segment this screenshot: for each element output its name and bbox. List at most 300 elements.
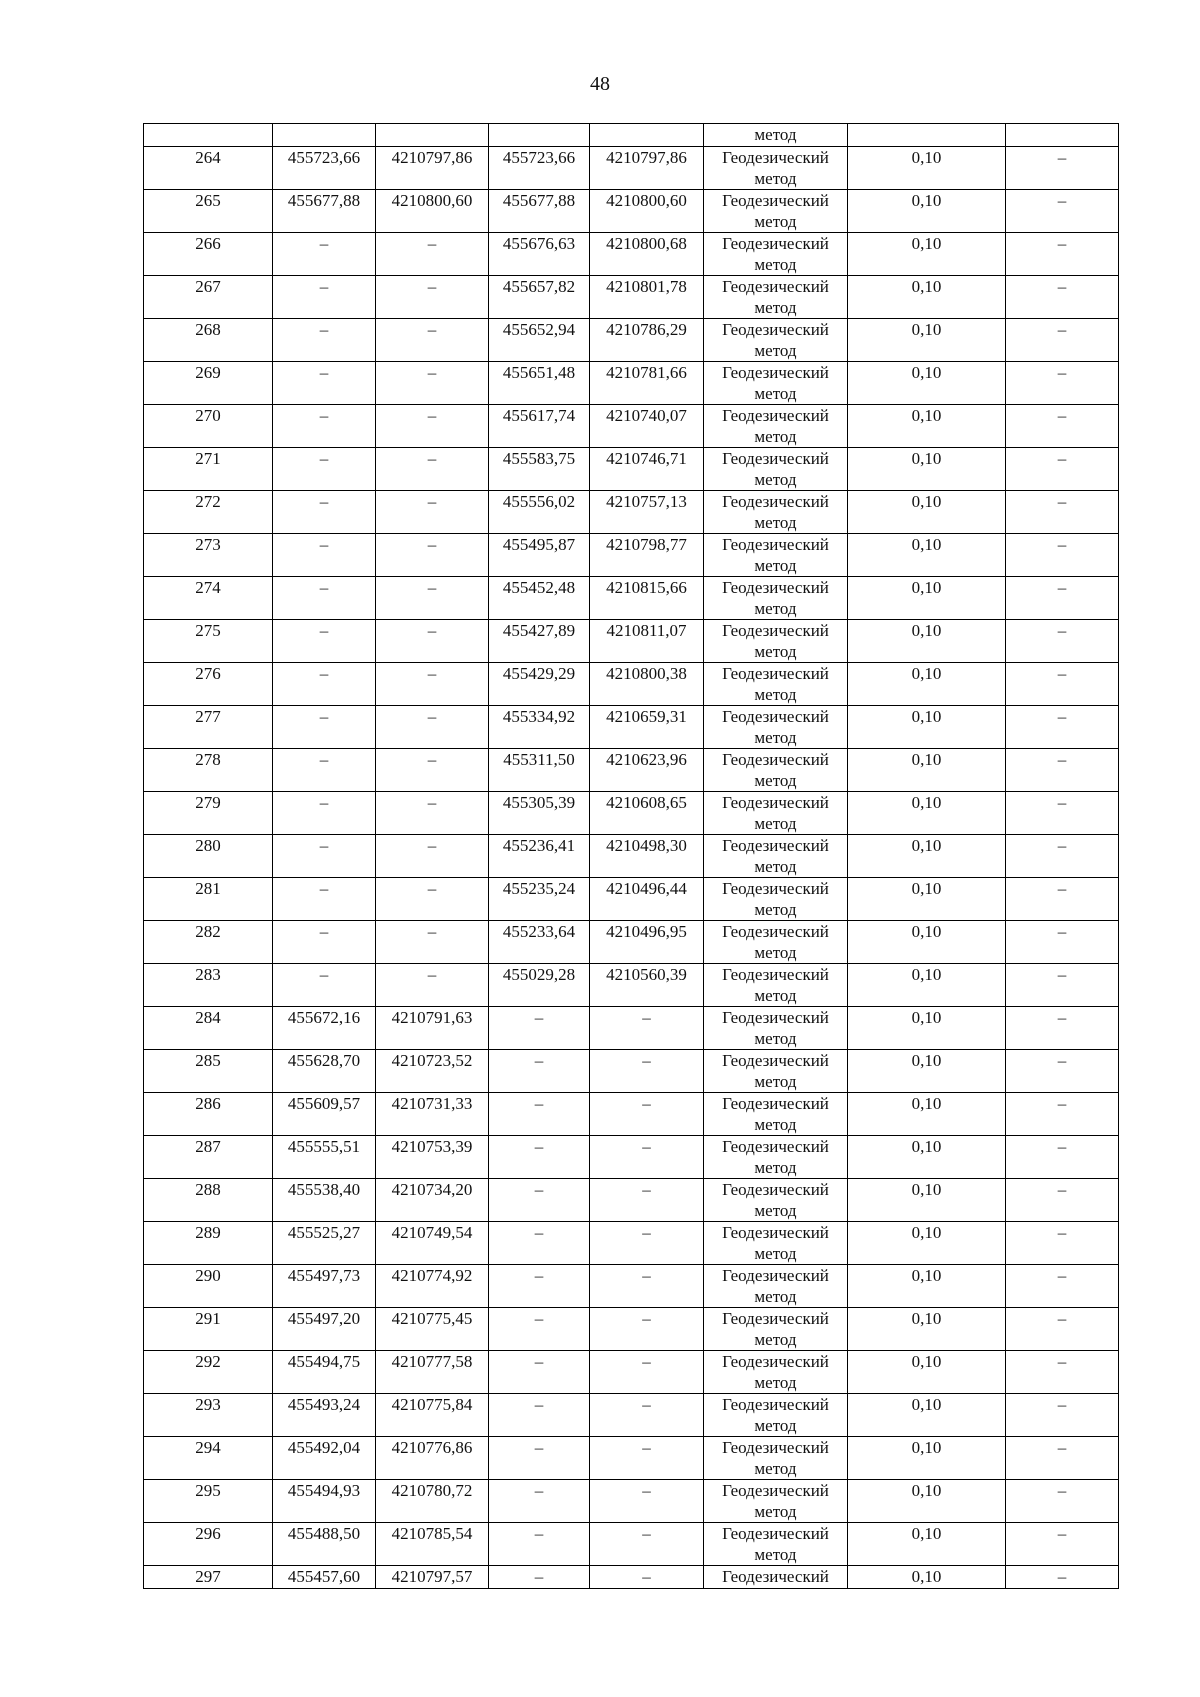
cell-y-existing: 4210800,60 <box>376 190 489 233</box>
cell-accuracy: 0,10 <box>848 276 1006 319</box>
method-line-1: Геодезический <box>722 1352 829 1371</box>
cell-method <box>704 362 848 405</box>
method-line-2: метод <box>754 642 797 661</box>
cell-x-refined: – <box>489 1136 590 1179</box>
cell-method <box>704 577 848 620</box>
cell-accuracy: 0,10 <box>848 1351 1006 1394</box>
cell-y-existing: – <box>376 577 489 620</box>
cell-y-existing: – <box>376 534 489 577</box>
cell-y-refined: 4210496,95 <box>590 921 704 964</box>
cell-method <box>704 921 848 964</box>
table-row <box>144 1308 1119 1351</box>
cell-y-existing: – <box>376 835 489 878</box>
table-row <box>144 749 1119 792</box>
cell-x-existing: – <box>273 405 376 448</box>
cell-y-existing: 4210785,54 <box>376 1523 489 1566</box>
cell-point-number: 293 <box>144 1394 273 1437</box>
cell-accuracy: 0,10 <box>848 1222 1006 1265</box>
cell-x-refined: – <box>489 1480 590 1523</box>
method-line-1: Геодезический <box>722 363 829 382</box>
cell-x-existing: 455677,88 <box>273 190 376 233</box>
cell-method <box>704 1351 848 1394</box>
cell-accuracy: 0,10 <box>848 1566 1006 1589</box>
cell-method <box>704 835 848 878</box>
cell-point-number: 283 <box>144 964 273 1007</box>
table-row <box>144 319 1119 362</box>
cell-y-refined: 4210560,39 <box>590 964 704 1007</box>
cell-y-existing: – <box>376 706 489 749</box>
cell-accuracy <box>848 124 1006 147</box>
method-line-2: метод <box>754 685 797 704</box>
cell-y-existing: 4210776,86 <box>376 1437 489 1480</box>
cell-method <box>704 233 848 276</box>
method-line-2: метод <box>754 1115 797 1134</box>
cell-note: – <box>1006 1394 1119 1437</box>
cell-y-refined: 4210800,60 <box>590 190 704 233</box>
cell-x-existing: 455493,24 <box>273 1394 376 1437</box>
method-line-2: метод <box>754 1416 797 1435</box>
cell-x-existing: – <box>273 749 376 792</box>
table-row <box>144 1007 1119 1050</box>
cell-note: – <box>1006 792 1119 835</box>
method-line-1: Геодезический <box>722 664 829 683</box>
cell-y-existing: 4210723,52 <box>376 1050 489 1093</box>
cell-x-existing: 455538,40 <box>273 1179 376 1222</box>
cell-point-number: 290 <box>144 1265 273 1308</box>
cell-y-existing <box>376 124 489 147</box>
cell-note: – <box>1006 1136 1119 1179</box>
cell-y-refined: 4210623,96 <box>590 749 704 792</box>
cell-y-refined: 4210498,30 <box>590 835 704 878</box>
cell-x-refined: – <box>489 1566 590 1589</box>
method-line-2: метод <box>754 384 797 403</box>
method-line-1: Геодезический <box>722 1524 829 1543</box>
cell-accuracy: 0,10 <box>848 1480 1006 1523</box>
cell-x-refined: – <box>489 1050 590 1093</box>
table-row <box>144 792 1119 835</box>
method-line-2: метод <box>754 857 797 876</box>
cell-x-existing: 455457,60 <box>273 1566 376 1589</box>
cell-point-number <box>144 124 273 147</box>
cell-method <box>704 878 848 921</box>
cell-x-existing: – <box>273 362 376 405</box>
method-line-1: Геодезический <box>722 1266 829 1285</box>
table-row <box>144 1265 1119 1308</box>
cell-x-existing: – <box>273 835 376 878</box>
cell-method <box>704 749 848 792</box>
continuation-row <box>144 124 1119 147</box>
cell-accuracy: 0,10 <box>848 921 1006 964</box>
cell-y-refined: 4210800,68 <box>590 233 704 276</box>
method-line-1: Геодезический <box>722 148 829 167</box>
table-row <box>144 964 1119 1007</box>
cell-method <box>704 792 848 835</box>
cell-note: – <box>1006 1480 1119 1523</box>
cell-note: – <box>1006 362 1119 405</box>
method-line-2: метод <box>754 556 797 575</box>
table-row <box>144 921 1119 964</box>
cell-note: – <box>1006 878 1119 921</box>
method-line-1: Геодезический <box>722 922 829 941</box>
method-line-2: метод <box>754 1373 797 1392</box>
method-line-2: метод <box>754 728 797 747</box>
method-line-1: Геодезический <box>722 1008 829 1027</box>
cell-point-number: 292 <box>144 1351 273 1394</box>
cell-point-number: 294 <box>144 1437 273 1480</box>
table-row <box>144 1523 1119 1566</box>
cell-y-refined: 4210811,07 <box>590 620 704 663</box>
table-row <box>144 1566 1119 1589</box>
method-line-2: метод <box>754 298 797 317</box>
cell-method <box>704 405 848 448</box>
cell-method <box>704 1136 848 1179</box>
cell-y-refined: 4210800,38 <box>590 663 704 706</box>
cell-x-existing: – <box>273 491 376 534</box>
method-line-2: метод <box>754 470 797 489</box>
cell-y-existing: – <box>376 233 489 276</box>
cell-note: – <box>1006 1050 1119 1093</box>
cell-point-number: 295 <box>144 1480 273 1523</box>
cell-y-existing: – <box>376 878 489 921</box>
cell-y-refined: – <box>590 1394 704 1437</box>
cell-x-refined: – <box>489 1523 590 1566</box>
cell-note: – <box>1006 147 1119 190</box>
method-line-1: Геодезический <box>722 277 829 296</box>
cell-y-existing: – <box>376 663 489 706</box>
cell-accuracy: 0,10 <box>848 534 1006 577</box>
cell-accuracy: 0,10 <box>848 1308 1006 1351</box>
cell-y-existing: – <box>376 319 489 362</box>
cell-x-existing: 455497,73 <box>273 1265 376 1308</box>
cell-y-refined: – <box>590 1308 704 1351</box>
method-line-1: Геодезический <box>722 1395 829 1414</box>
cell-x-existing: – <box>273 706 376 749</box>
cell-accuracy: 0,10 <box>848 1093 1006 1136</box>
cell-method <box>704 276 848 319</box>
method-line-2: метод <box>754 212 797 231</box>
cell-x-existing: 455628,70 <box>273 1050 376 1093</box>
cell-point-number: 267 <box>144 276 273 319</box>
method-line-1: Геодезический <box>722 1223 829 1242</box>
coordinates-table <box>143 123 1119 1589</box>
table-row <box>144 663 1119 706</box>
method-line-2: метод <box>754 814 797 833</box>
cell-method <box>704 319 848 362</box>
cell-y-existing: 4210797,57 <box>376 1566 489 1589</box>
cell-x-existing: 455494,93 <box>273 1480 376 1523</box>
method-line-1: Геодезический <box>722 578 829 597</box>
cell-x-refined <box>489 124 590 147</box>
cell-y-refined <box>590 124 704 147</box>
cell-point-number: 275 <box>144 620 273 663</box>
cell-x-existing: 455555,51 <box>273 1136 376 1179</box>
cell-y-refined: – <box>590 1007 704 1050</box>
cell-point-number: 274 <box>144 577 273 620</box>
table-row <box>144 534 1119 577</box>
cell-note: – <box>1006 233 1119 276</box>
cell-accuracy: 0,10 <box>848 749 1006 792</box>
cell-y-refined: 4210608,65 <box>590 792 704 835</box>
cell-y-existing: – <box>376 448 489 491</box>
cell-note: – <box>1006 1222 1119 1265</box>
cell-x-existing: – <box>273 663 376 706</box>
cell-x-refined: 455495,87 <box>489 534 590 577</box>
cell-y-refined: 4210815,66 <box>590 577 704 620</box>
cell-method <box>704 1308 848 1351</box>
method-line-2: метод <box>754 943 797 962</box>
cell-method <box>704 1179 848 1222</box>
cell-y-existing: 4210731,33 <box>376 1093 489 1136</box>
cell-accuracy: 0,10 <box>848 1265 1006 1308</box>
cell-method <box>704 147 848 190</box>
table-row <box>144 233 1119 276</box>
table-row <box>144 835 1119 878</box>
method-line-2: метод <box>754 1201 797 1220</box>
table-row <box>144 1394 1119 1437</box>
cell-point-number: 268 <box>144 319 273 362</box>
table-row <box>144 1050 1119 1093</box>
cell-method <box>704 1050 848 1093</box>
method-line-1: Геодезический <box>722 621 829 640</box>
cell-method <box>704 1265 848 1308</box>
cell-note: – <box>1006 1566 1119 1589</box>
cell-method <box>704 620 848 663</box>
cell-x-refined: 455651,48 <box>489 362 590 405</box>
method-line-1: Геодезический <box>722 1438 829 1457</box>
cell-method <box>704 534 848 577</box>
cell-accuracy: 0,10 <box>848 1050 1006 1093</box>
cell-x-refined: 455235,24 <box>489 878 590 921</box>
cell-x-existing <box>273 124 376 147</box>
cell-note: – <box>1006 663 1119 706</box>
cell-x-existing: – <box>273 878 376 921</box>
cell-y-refined: – <box>590 1265 704 1308</box>
cell-x-refined: – <box>489 1093 590 1136</box>
method-line-1: Геодезический <box>722 1481 829 1500</box>
cell-x-existing: 455488,50 <box>273 1523 376 1566</box>
cell-method <box>704 448 848 491</box>
cell-x-existing: – <box>273 448 376 491</box>
cell-x-existing: 455609,57 <box>273 1093 376 1136</box>
cell-x-existing: – <box>273 620 376 663</box>
cell-accuracy: 0,10 <box>848 878 1006 921</box>
cell-x-existing: – <box>273 792 376 835</box>
table-row <box>144 491 1119 534</box>
cell-method <box>704 1523 848 1566</box>
cell-x-refined: – <box>489 1179 590 1222</box>
cell-point-number: 287 <box>144 1136 273 1179</box>
cell-x-refined: 455452,48 <box>489 577 590 620</box>
table-row <box>144 1093 1119 1136</box>
cell-note: – <box>1006 1437 1119 1480</box>
cell-x-refined: 455676,63 <box>489 233 590 276</box>
method-line-1: Геодезический <box>722 707 829 726</box>
method-line-1: Геодезический <box>722 750 829 769</box>
cell-method <box>704 190 848 233</box>
method-line-2: метод <box>754 1330 797 1349</box>
cell-point-number: 289 <box>144 1222 273 1265</box>
cell-point-number: 266 <box>144 233 273 276</box>
method-line-1: Геодезический <box>722 449 829 468</box>
cell-y-existing: – <box>376 362 489 405</box>
cell-note <box>1006 124 1119 147</box>
method-line-1: Геодезический <box>722 1180 829 1199</box>
table-row <box>144 362 1119 405</box>
cell-note: – <box>1006 921 1119 964</box>
cell-accuracy: 0,10 <box>848 1007 1006 1050</box>
cell-accuracy: 0,10 <box>848 233 1006 276</box>
cell-y-refined: 4210797,86 <box>590 147 704 190</box>
cell-y-existing: – <box>376 964 489 1007</box>
cell-accuracy: 0,10 <box>848 1179 1006 1222</box>
cell-x-refined: 455429,29 <box>489 663 590 706</box>
cell-accuracy: 0,10 <box>848 319 1006 362</box>
method-line-1: Геодезический <box>722 406 829 425</box>
cell-note: – <box>1006 577 1119 620</box>
table-row <box>144 1179 1119 1222</box>
cell-note: – <box>1006 706 1119 749</box>
method-line-1: Геодезический <box>722 879 829 898</box>
cell-y-existing: – <box>376 620 489 663</box>
cell-y-refined: 4210496,44 <box>590 878 704 921</box>
cell-y-existing: – <box>376 276 489 319</box>
cell-x-existing: 455497,20 <box>273 1308 376 1351</box>
cell-accuracy: 0,10 <box>848 405 1006 448</box>
method-line-2: метод <box>754 1029 797 1048</box>
cell-point-number: 269 <box>144 362 273 405</box>
cell-y-refined: 4210781,66 <box>590 362 704 405</box>
cell-note: – <box>1006 1093 1119 1136</box>
cell-x-existing: – <box>273 921 376 964</box>
cell-point-number: 285 <box>144 1050 273 1093</box>
cell-accuracy: 0,10 <box>848 620 1006 663</box>
method-line-1: Геодезический <box>722 320 829 339</box>
table-row <box>144 190 1119 233</box>
cell-x-refined: – <box>489 1007 590 1050</box>
cell-x-existing: – <box>273 319 376 362</box>
method-line-1: Геодезический <box>722 1567 829 1586</box>
cell-method <box>704 1566 848 1589</box>
cell-method <box>704 1394 848 1437</box>
cell-y-existing: 4210775,84 <box>376 1394 489 1437</box>
cell-note: – <box>1006 1351 1119 1394</box>
table-row <box>144 1222 1119 1265</box>
cell-y-refined: 4210801,78 <box>590 276 704 319</box>
cell-x-existing: 455723,66 <box>273 147 376 190</box>
table-row <box>144 1351 1119 1394</box>
method-line-1: Геодезический <box>722 1094 829 1113</box>
cell-point-number: 271 <box>144 448 273 491</box>
cell-note: – <box>1006 749 1119 792</box>
cell-note: – <box>1006 1007 1119 1050</box>
cell-accuracy: 0,10 <box>848 1136 1006 1179</box>
cell-y-refined: 4210740,07 <box>590 405 704 448</box>
cell-accuracy: 0,10 <box>848 147 1006 190</box>
cell-point-number: 281 <box>144 878 273 921</box>
table-row <box>144 1437 1119 1480</box>
cell-point-number: 270 <box>144 405 273 448</box>
cell-y-refined: – <box>590 1093 704 1136</box>
table-row <box>144 1480 1119 1523</box>
cell-method <box>704 491 848 534</box>
method-line-1: Геодезический <box>722 234 829 253</box>
method-line-2: метод <box>754 771 797 790</box>
cell-y-refined: – <box>590 1437 704 1480</box>
method-line-2: метод <box>754 599 797 618</box>
cell-note: – <box>1006 276 1119 319</box>
table-row <box>144 878 1119 921</box>
cell-method <box>704 1437 848 1480</box>
cell-y-existing: 4210774,92 <box>376 1265 489 1308</box>
cell-accuracy: 0,10 <box>848 964 1006 1007</box>
cell-y-existing: – <box>376 405 489 448</box>
cell-point-number: 277 <box>144 706 273 749</box>
cell-method <box>704 1093 848 1136</box>
page-number: 48 <box>590 73 610 95</box>
cell-x-refined: 455305,39 <box>489 792 590 835</box>
cell-point-number: 286 <box>144 1093 273 1136</box>
table-row <box>144 448 1119 491</box>
method-line-1: Геодезический <box>722 965 829 984</box>
cell-method <box>704 706 848 749</box>
cell-x-refined: 455029,28 <box>489 964 590 1007</box>
method-line-1: Геодезический <box>722 492 829 511</box>
cell-x-refined: – <box>489 1394 590 1437</box>
table-row <box>144 620 1119 663</box>
method-line-2: метод <box>754 1545 797 1564</box>
cell-point-number: 278 <box>144 749 273 792</box>
cell-point-number: 279 <box>144 792 273 835</box>
cell-y-existing: 4210797,86 <box>376 147 489 190</box>
method-line-2: метод <box>754 513 797 532</box>
table-row <box>144 276 1119 319</box>
method-line-2: метод <box>754 341 797 360</box>
cell-y-refined: 4210746,71 <box>590 448 704 491</box>
cell-note: – <box>1006 1265 1119 1308</box>
cell-point-number: 265 <box>144 190 273 233</box>
method-line-2: метод <box>754 427 797 446</box>
cell-x-refined: – <box>489 1265 590 1308</box>
cell-y-existing: 4210734,20 <box>376 1179 489 1222</box>
table-row <box>144 706 1119 749</box>
cell-y-existing: – <box>376 491 489 534</box>
cell-x-refined: 455652,94 <box>489 319 590 362</box>
cell-note: – <box>1006 405 1119 448</box>
method-line-1: Геодезический <box>722 1051 829 1070</box>
cell-point-number: 272 <box>144 491 273 534</box>
cell-note: – <box>1006 1308 1119 1351</box>
cell-x-existing: 455525,27 <box>273 1222 376 1265</box>
method-line-2: метод <box>754 1072 797 1091</box>
method-line-2: метод <box>754 986 797 1005</box>
cell-note: – <box>1006 1523 1119 1566</box>
table-row <box>144 405 1119 448</box>
cell-x-refined: 455617,74 <box>489 405 590 448</box>
method-line-2: метод <box>754 1287 797 1306</box>
method-line-1: Геодезический <box>722 793 829 812</box>
cell-note: – <box>1006 1179 1119 1222</box>
method-line-2: метод <box>754 1459 797 1478</box>
cell-x-refined: 455583,75 <box>489 448 590 491</box>
method-line-2: метод <box>754 1502 797 1521</box>
cell-x-refined: 455427,89 <box>489 620 590 663</box>
cell-y-refined: – <box>590 1480 704 1523</box>
cell-accuracy: 0,10 <box>848 1437 1006 1480</box>
table-row <box>144 577 1119 620</box>
cell-point-number: 284 <box>144 1007 273 1050</box>
cell-point-number: 280 <box>144 835 273 878</box>
cell-accuracy: 0,10 <box>848 1523 1006 1566</box>
